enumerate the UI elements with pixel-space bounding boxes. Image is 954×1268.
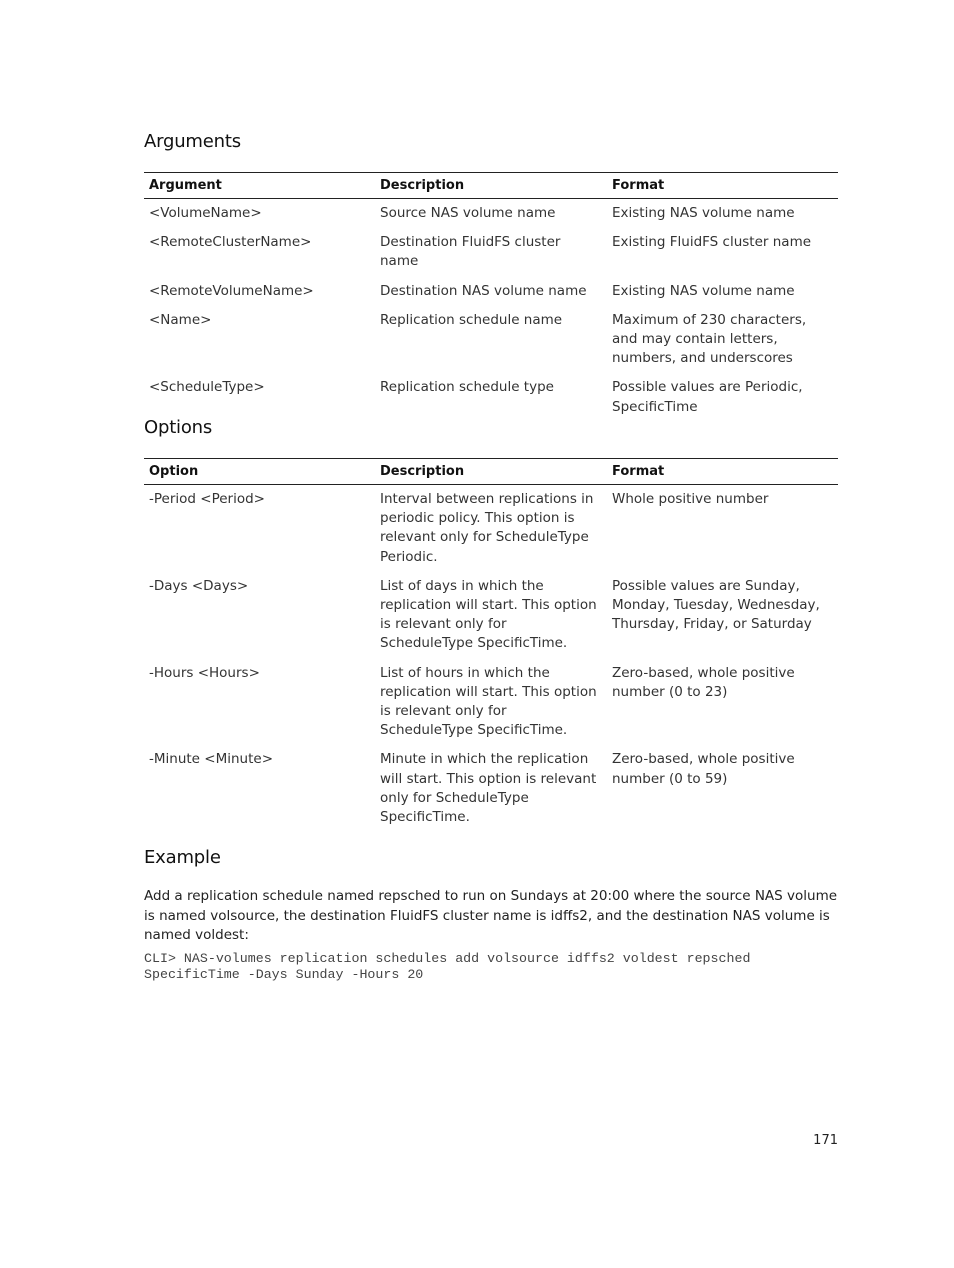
table-cell: Existing NAS volume name [612,205,795,221]
table-cell: Maximum of 230 characters, and may contain letters, numbers, and underscores [612,311,807,367]
table-cell: Replication schedule name [380,311,563,328]
table-cell: Interval between replications in periodic policy. This option is relevant only for ScheduleType Periodic. [380,491,594,565]
column-header: Option [144,459,375,485]
page-number: 171 [813,1133,838,1148]
table-row [144,228,838,276]
table-row [144,572,838,659]
table-cell: <RemoteClusterName> [149,234,312,251]
table-header-row [144,459,838,485]
column-header: Description [375,459,607,485]
table-cell: <Name> [149,311,212,328]
table-row [144,277,838,306]
table-cell: Source NAS volume name [380,205,556,221]
table-cell: -Period <Period> [149,491,265,507]
example-heading: Example [144,847,221,868]
options-heading: Options [144,417,213,438]
table-cell: -Days <Days> [149,577,249,594]
column-header: Description [375,173,607,199]
table-row [144,199,838,229]
table-row [144,306,838,374]
table-cell: <ScheduleType> [149,379,265,396]
table-row [144,485,838,572]
arguments-table [144,172,838,422]
arguments-heading: Arguments [144,131,241,152]
table-cell: Zero-based, whole positive number (0 to 59) [612,751,795,787]
table-cell: Replication schedule type [380,379,554,396]
column-header: Format [607,173,838,199]
table-row [144,745,838,832]
example-code: CLI> NAS-volumes replication schedules add volsource idffs2 voldest repsched SpecificTime -Days Sunday -Hours 20 [144,951,751,982]
table-header-row [144,173,838,199]
table-row [144,659,838,746]
example-description: Add a replication schedule named repsched to run on Sundays at 20:00 where the source NAS volume is named volsource, the destination FluidFS cluster name is idffs2, and the destination NAS volume is named voldest: [144,888,838,943]
column-header: Format [607,459,838,485]
table-cell: Possible values are Sunday, Monday, Tuesday, Wednesday, Thursday, Friday, or Saturday [612,577,820,633]
table-cell: List of hours in which the replication will start. This option is relevant only for ScheduleType SpecificTime. [380,664,597,739]
column-header: Argument [144,173,375,199]
table-cell: Existing FluidFS cluster name [612,234,812,251]
options-table [144,458,838,832]
table-cell: List of days in which the replication will start. This option is relevant only for ScheduleType SpecificTime. [380,577,597,652]
table-cell: Existing NAS volume name [612,282,795,299]
table-cell: -Hours <Hours> [149,664,260,681]
table-cell: Possible values are Periodic, SpecificTime [612,379,803,415]
table-cell: <RemoteVolumeName> [149,282,314,299]
table-cell: <VolumeName> [149,205,262,221]
table-cell: Whole positive number [612,491,769,507]
table-cell: -Minute <Minute> [149,751,274,768]
table-cell: Destination FluidFS cluster name [380,234,561,270]
table-cell: Destination NAS volume name [380,282,587,299]
table-row [144,373,838,421]
table-cell: Zero-based, whole positive number (0 to 23) [612,664,795,700]
table-cell: Minute in which the replication will start. This option is relevant only for ScheduleType SpecificTime. [380,751,597,826]
